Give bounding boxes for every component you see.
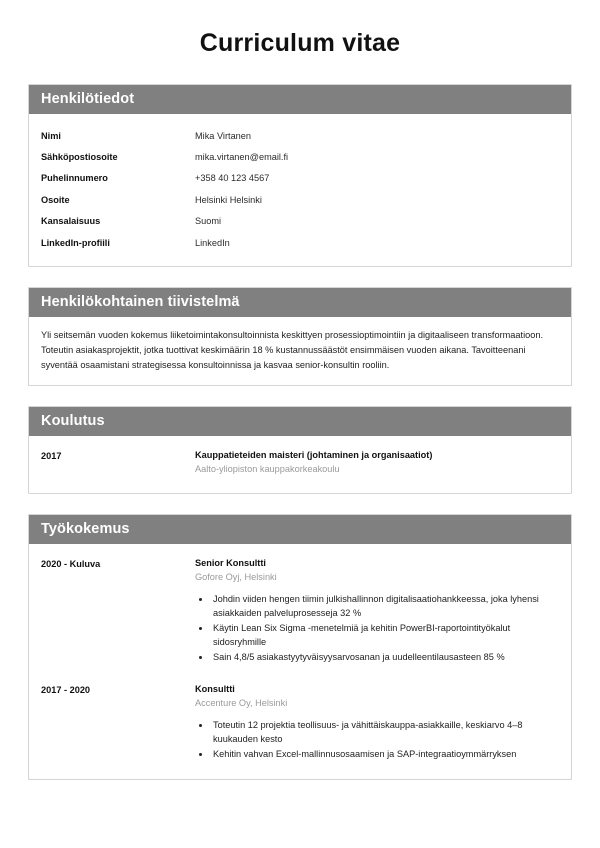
entry-job-title: Konsultti — [195, 683, 235, 694]
entry-institution: Aalto-yliopiston kauppakorkeakoulu — [195, 464, 340, 475]
entry-job-title: Senior Konsultti — [195, 557, 266, 568]
education-entry — [41, 447, 559, 480]
entry-main — [195, 683, 559, 763]
info-value: mika.virtanen@email.fi — [195, 152, 289, 163]
entry-bullet-list — [195, 593, 559, 665]
section-summary — [28, 287, 572, 387]
page-title: Curriculum vitae — [199, 29, 401, 57]
summary-body — [29, 317, 571, 386]
personal-info-table — [41, 125, 559, 254]
entry-title: Kauppatieteiden maisteri (johtaminen ja organisaatiot) — [195, 450, 433, 461]
personal-info-body — [29, 114, 571, 266]
entry-main — [195, 557, 559, 666]
table-row — [41, 168, 559, 189]
section-header-summary: Henkilökohtainen tiivistelmä — [29, 288, 571, 317]
list-item: • Sain 4,8/5 asiakastyytyväisyysarvosanan ja uudelleentilausasteen 85 % — [211, 651, 559, 665]
table-row — [41, 189, 559, 210]
entry-bullet-list — [195, 719, 559, 762]
section-experience — [28, 514, 572, 780]
table-row — [41, 147, 559, 168]
section-education — [28, 406, 572, 493]
experience-entry — [41, 670, 559, 767]
info-value: Mika Virtanen — [195, 130, 252, 141]
entry-employer: Accenture Oy, Helsinki — [195, 697, 288, 708]
linkedin-profile-value[interactable]: LinkedIn — [195, 237, 230, 248]
table-row — [41, 232, 559, 253]
list-item: • Johdin viiden hengen tiimin julkishallinnon digitalisaatiohankkeessa, joka lyhensi asiakkaiden palveluprosesseja 32 % — [211, 593, 559, 621]
info-label: Puhelinnumero — [41, 173, 108, 184]
summary-text: Yli seitsemän vuoden kokemus liiketoimintakonsultoinnista keskittyen prosessioptimointiin ja digitaaliseen transformaatioon. Toteutin asiakasprojektit, jotka tuottivat keskimäärin 18 % kustannussäästöt ensimmäisen vuoden aikana. Tavoitteenani syventää osaamistani strategisessa konsultoinnissa ja kasvaa senior-konsultin rooliin. — [41, 329, 543, 371]
experience-entry — [41, 555, 559, 670]
info-value: Suomi — [195, 216, 222, 227]
education-body — [29, 436, 571, 492]
table-row — [41, 125, 559, 146]
entry-period: 2020 - Kuluva — [41, 558, 101, 569]
experience-body — [29, 544, 571, 779]
section-header-experience: Työkokemus — [29, 515, 571, 544]
info-label: Sähköpostiosoite — [41, 152, 118, 163]
info-label: Kansalaisuus — [41, 216, 101, 227]
section-header-personal-info: Henkilötiedot — [29, 85, 571, 114]
list-item: • Käytin Lean Six Sigma -menetelmiä ja kehitin PowerBI-raportointityökalut sidosryhmille — [211, 622, 559, 650]
list-item: • Toteutin 12 projektia teollisuus- ja vähittäiskauppa-asiakkaille, keskiarvo 4–8 kuukauden kesto — [211, 719, 559, 747]
info-value: +358 40 123 4567 — [195, 173, 270, 184]
info-label: Nimi — [41, 130, 61, 141]
entry-period: 2017 - 2020 — [41, 684, 91, 695]
entry-period: 2017 — [41, 451, 62, 462]
section-header-education: Koulutus — [29, 407, 571, 436]
table-row — [41, 211, 559, 232]
entry-main — [195, 449, 559, 476]
info-label: LinkedIn-profiili — [41, 237, 110, 248]
info-label: Osoite — [41, 194, 70, 205]
section-personal-info — [28, 84, 572, 267]
list-item: • Kehitin vahvan Excel-mallinnusosaamisen ja SAP-integraatioymmärryksen — [211, 748, 559, 762]
info-value: Helsinki Helsinki — [195, 194, 262, 205]
entry-employer: Gofore Oyj, Helsinki — [195, 571, 277, 582]
